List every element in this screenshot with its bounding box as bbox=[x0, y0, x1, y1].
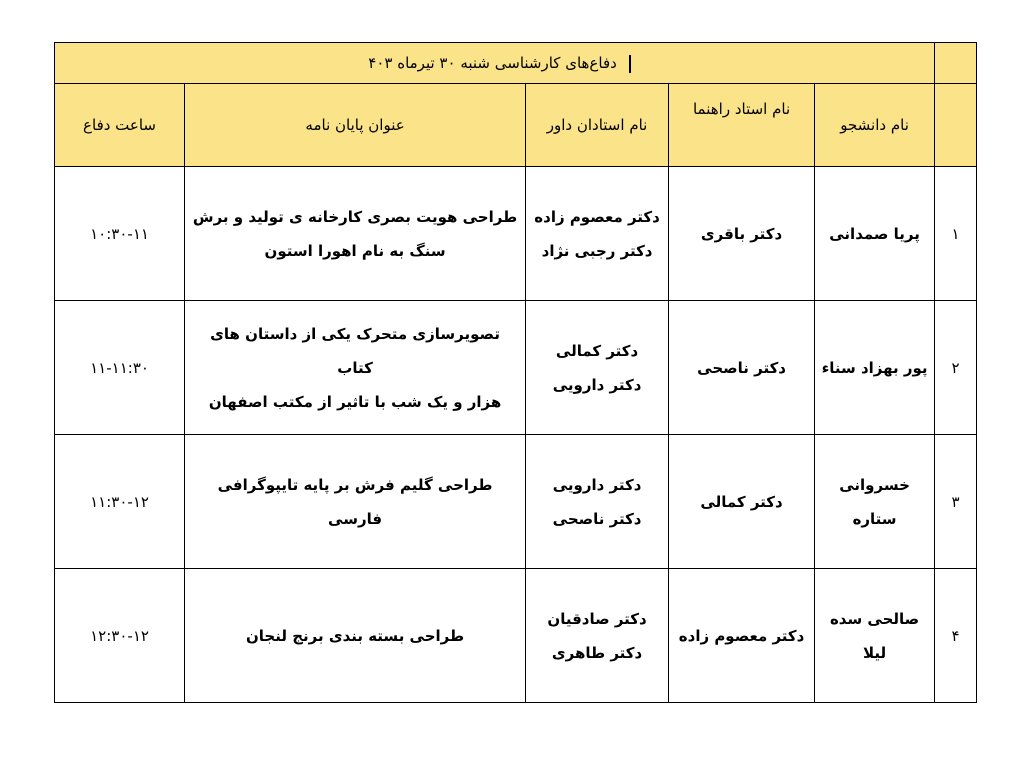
referee-name: دکتر معصوم زاده bbox=[534, 207, 660, 226]
row-number: ۴ bbox=[935, 569, 977, 703]
header-referees: نام استادان داور bbox=[526, 84, 669, 167]
advisor-name: دکتر معصوم زاده bbox=[669, 569, 815, 703]
referee-names bbox=[526, 435, 669, 569]
page-title: دفاع‌های کارشناسی شنبه ۳۰ تیرماه ۴۰۳ bbox=[368, 54, 617, 72]
referee-name: دکتر ناصحی bbox=[552, 509, 642, 528]
student-name bbox=[815, 167, 935, 301]
header-row bbox=[55, 84, 977, 167]
header-student: نام دانشجو bbox=[815, 84, 935, 167]
referee-name: دکتر دارویی bbox=[552, 375, 642, 394]
referee-names bbox=[526, 301, 669, 435]
header-advisor bbox=[669, 84, 815, 167]
thesis-title-line: طراحی هویت بصری کارخانه ی تولید و برش bbox=[192, 207, 518, 226]
defense-time: ۱۰:۳۰-۱۱ bbox=[55, 167, 185, 301]
student-name bbox=[815, 569, 935, 703]
header-advisor-label: نام استاد راهنما bbox=[692, 100, 791, 118]
referee-names bbox=[526, 167, 669, 301]
thesis-title-line: طراحی گلیم فرش بر پایه تایپوگرافی فارسی bbox=[217, 475, 493, 528]
title-row bbox=[55, 43, 977, 84]
student-name-line: پور بهزاد سناء bbox=[821, 358, 928, 377]
table-row bbox=[55, 301, 977, 435]
table-row bbox=[55, 167, 977, 301]
title-cell bbox=[55, 43, 935, 84]
title-num-cell bbox=[935, 43, 977, 84]
advisor-name: دکتر کمالی bbox=[669, 435, 815, 569]
student-name-line: خسروانی bbox=[839, 475, 910, 494]
row-number: ۲ bbox=[935, 301, 977, 435]
student-name-line: ستاره bbox=[852, 509, 897, 528]
header-num bbox=[935, 84, 977, 167]
referee-name: دکتر کمالی bbox=[555, 341, 639, 360]
header-thesis-title: عنوان پایان نامه bbox=[185, 84, 526, 167]
referee-names bbox=[526, 569, 669, 703]
table-row bbox=[55, 569, 977, 703]
thesis-title-line: هزار و یک شب با تاثیر از مکتب اصفهان bbox=[208, 392, 502, 411]
row-number: ۱ bbox=[935, 167, 977, 301]
referee-name: دکتر طاهری bbox=[551, 643, 643, 662]
student-name-line: پریا صمدانی bbox=[829, 224, 920, 243]
referee-name: دکتر صادقیان bbox=[547, 609, 647, 628]
student-name bbox=[815, 301, 935, 435]
student-name bbox=[815, 435, 935, 569]
text-cursor-icon bbox=[629, 55, 631, 73]
advisor-name: دکتر باقری bbox=[669, 167, 815, 301]
thesis-title bbox=[185, 569, 526, 703]
thesis-title-line: سنگ به نام اهورا استون bbox=[264, 241, 446, 260]
row-number: ۳ bbox=[935, 435, 977, 569]
thesis-title-line: طراحی بسته بندی برنج لنجان bbox=[245, 626, 465, 645]
thesis-title bbox=[185, 167, 526, 301]
student-name-line: لیلا bbox=[862, 643, 887, 662]
defense-time: ۱۱-۱۱:۳۰ bbox=[55, 301, 185, 435]
advisor-name: دکتر ناصحی bbox=[669, 301, 815, 435]
table-row bbox=[55, 435, 977, 569]
defense-schedule-table bbox=[54, 42, 977, 703]
thesis-title bbox=[185, 301, 526, 435]
defense-time: ۱۲:۳۰-۱۲ bbox=[55, 569, 185, 703]
student-name-line: صالحی سده bbox=[829, 609, 920, 628]
referee-name: دکتر دارویی bbox=[552, 475, 642, 494]
thesis-title-line: تصویرسازی متحرک یکی از داستان های کتاب bbox=[210, 324, 500, 377]
header-time: ساعت دفاع bbox=[55, 84, 185, 167]
defense-time: ۱۱:۳۰-۱۲ bbox=[55, 435, 185, 569]
referee-name: دکتر رجبی نژاد bbox=[541, 241, 653, 260]
thesis-title bbox=[185, 435, 526, 569]
